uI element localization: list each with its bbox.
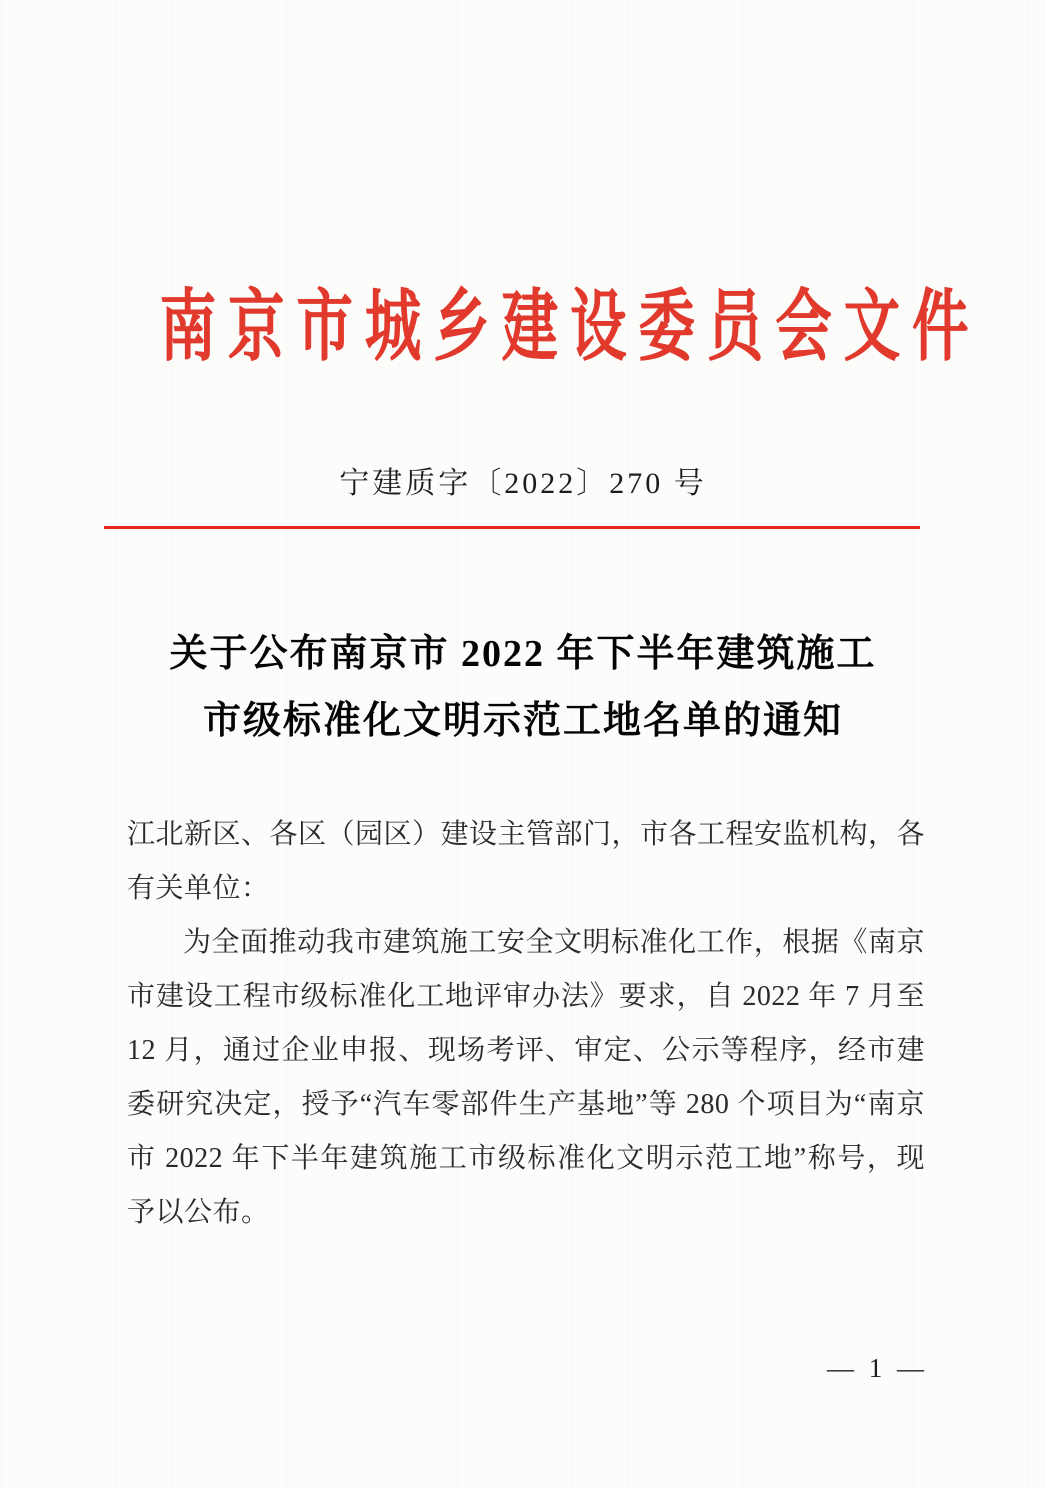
salutation-paragraph: 江北新区、各区（园区）建设主管部门，市各工程安监机构，各有关单位： <box>127 819 926 904</box>
document-body <box>127 808 925 1240</box>
document-title <box>0 621 1046 755</box>
agency-letterhead <box>0 281 1046 373</box>
page-number: — 1 — <box>827 1353 928 1383</box>
agency-letterhead-text: 南京市城乡建设委员会文件 <box>159 283 981 370</box>
red-divider-line <box>104 526 920 529</box>
body-paragraph: 为全面推动我市建筑施工安全文明标准化工作，根据《南京市建设工程市级标准化工地评审办法》要求，自 2022 年 7 月至 12 月，通过企业申报、现场考评、审定、公示等程序，经市建委研究决定，授予“汽车零部件生产基地”等 280 个项目为“南京市 2022 年下半年建筑施工市级标准化文明示范工地”称号，现予以公布。 <box>127 927 925 1228</box>
document-title-line-2: 市级标准化文明示范工地名单的通知 <box>202 700 843 742</box>
document-title-line-1: 关于公布南京市 2022 年下半年建筑施工 <box>169 633 877 675</box>
document-reference-number: 宁建质字〔2022〕270 号 <box>339 467 707 500</box>
